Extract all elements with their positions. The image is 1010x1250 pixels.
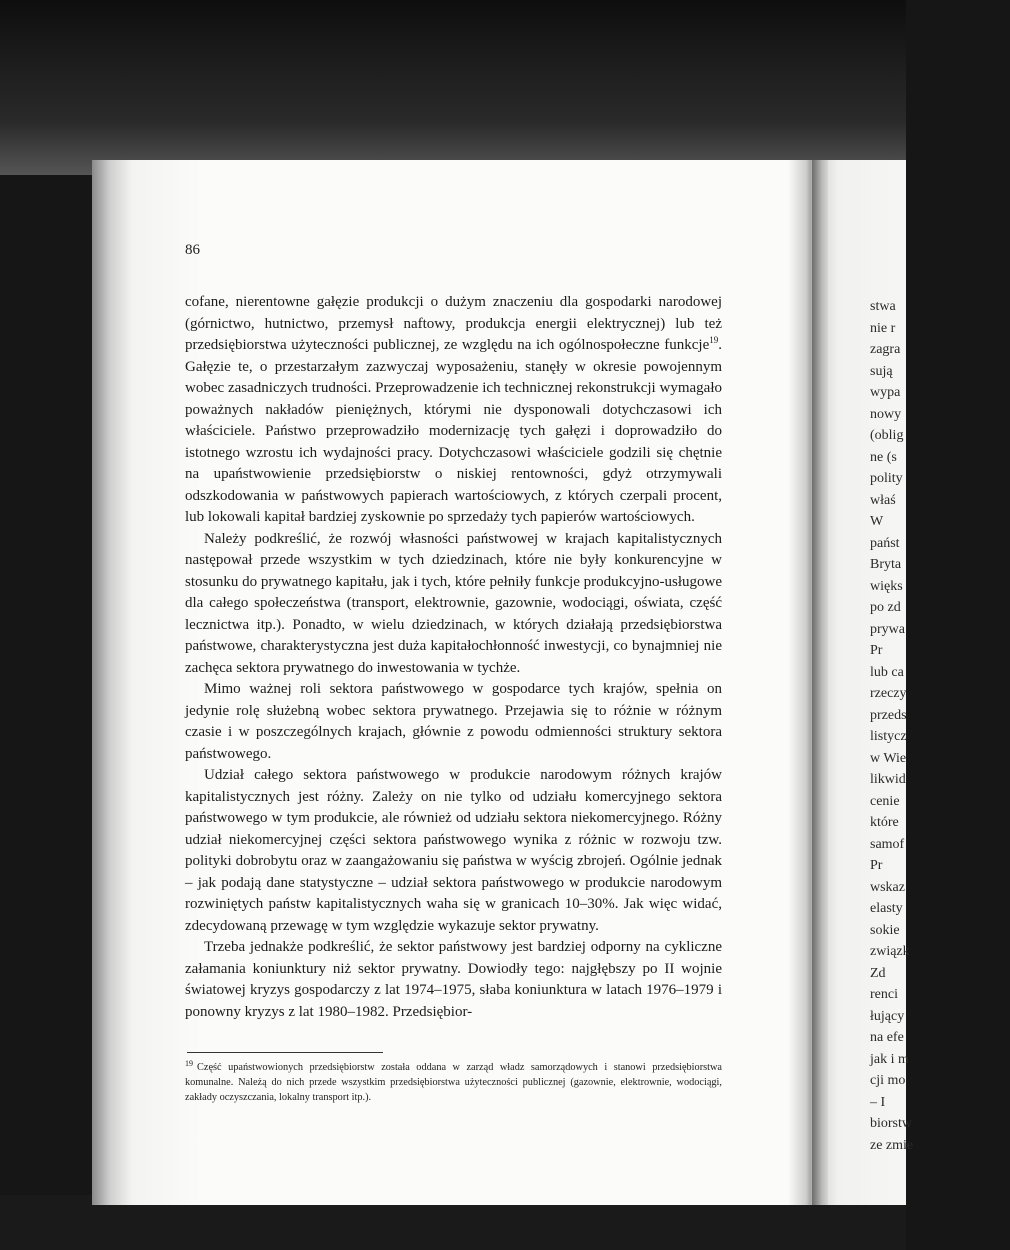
facing-page-line: wskaz <box>870 879 905 895</box>
paragraph-5: Trzeba jednakże podkreślić, że sektor państwowy jest bardziej odporny na cykliczne załamania koniunktury niż sektor prywatny. Dowiodły tego: najgłębszy po II wojnie światowej kryzys gospodarczy z lat 1974–1975, słaba koniunktura w latach 1976–1979 i ponowny kryzys z lat 1980–1982. Przedsiębior- <box>185 939 722 1020</box>
facing-page-line: renci <box>870 987 898 1002</box>
facing-page-line: jak i m <box>870 1051 909 1067</box>
facing-page-line: zagra <box>870 342 901 357</box>
facing-page-line: W <box>870 514 884 529</box>
facing-page-line: nie r <box>870 320 896 336</box>
footnote-reference: 19 <box>709 335 719 345</box>
footnote-number: 19 <box>185 1058 193 1068</box>
page-number: 86 <box>185 242 200 258</box>
facing-page-line: po zd <box>870 600 901 615</box>
facing-page-line: Pr <box>870 858 883 873</box>
facing-page-line: Bryta <box>870 557 902 572</box>
facing-page-line: które <box>870 815 899 830</box>
facing-page-line: ne (s <box>870 449 897 465</box>
facing-page-line: – I <box>870 1094 886 1110</box>
facing-page-line: związk <box>870 944 910 959</box>
facing-page-line: wypa <box>870 385 901 400</box>
facing-page-line: w Wie <box>870 750 907 766</box>
facing-page-line: stwa <box>870 299 896 314</box>
paragraph-1: cofane, nierentowne gałęzie produkcji o dużym znaczeniu dla gospodarki narodowej (górnictwo, hutnictwo, przemysł naftowy, produkcja energii elektrycznej) lub też przedsiębiorstwa użyteczności publicznej, ze względu na ich ogólnospołeczne funkcje$^{19}$. Gałęzie te, o przestarzałym zazwyczaj wyposażeniu, stanęły w okresie powojennym wobec zasadniczych trudności. Przeprowadzenie ich technicznej rekonstrukcji wymagało poważnych nakładów pieniężnych, którymi nie dysponowali dotychczasowi ich właściciele. Państwo przeprowadziło modernizację tych gałęzi i doprowadziło do istotnego wzrostu ich wydajności pracy. Dotychczasowi właściciele godzili się chętnie na upaństwowienie przedsiębiorstw o niskiej rentowności, gdyż otrzymywali odszkodowania w państwowych papierach wartościowych, z których czerpali procent, lub lokowali kapitał bardziej zyskownie po sprzedaży tych papierów wartościowych. <box>185 294 722 525</box>
facing-page-line: samof <box>870 836 905 852</box>
facing-page-line: cenie <box>870 793 900 809</box>
facing-page-line: sują <box>870 363 893 379</box>
facing-page-line: cji mo <box>870 1073 906 1088</box>
footnote-text: Część upaństwowionych przedsiębiorstw została oddana w zarząd władz samorządowych i stanowi przedsiębiorstwa komunalne. Należą do nich przede wszystkim przedsiębiorstwa użyteczności publicznej (gazownie, elektrownie, wodociągi, zakłady oczyszczania, lokalny transport itp.). <box>185 1062 722 1103</box>
facing-page-text <box>870 296 1010 1156</box>
paragraph-4: Udział całego sektora państwowego w produkcie narodowym różnych krajów kapitalistycznych jest różny. Zależy on nie tylko od udziału komercyjnego sektora państwowego w tym produkcie, ale również od udziału sektora niekomercyjnego. Różny udział niekomercyjnej części sektora państwowego wynika z różnic w rozwoju tzw. polityki dobrobytu oraz w zaangażowaniu się państwa w wyścig zbrojeń. Ogólnie jednak – jak podają dane statystyczne – udział sektora państwowego w produkcie narodowym rozwiniętych państw kapitalistycznych waha się w granicach 10–30%. Jak więc widać, zdecydowaną przewagę w tym względzie wykazuje sektor prywatny. <box>185 767 722 934</box>
facing-page-line: Zd <box>870 965 886 981</box>
paragraph-2: Należy podkreślić, że rozwój własności państwowej w krajach kapitalistycznych następował przede wszystkim w tych dziedzinach, które nie były konkurencyjne w stosunku do prywatnego kapitału, jak i tych, które pełniły funkcje produkcyjno-usługowe dla całego społeczeństwa (transport, elektrownie, gazownie, wodociągi, oświata, część lecznictwa itp.). Ponadto, w wielu dziedzinach, w których działają przedsiębiorstwa państwowe, charakterystyczna jest duża kapitałochłonność inwestycji, co bynajmniej nie zachęca sektora prywatnego do inwestowania w tychże. <box>185 530 722 676</box>
facing-page-line: listycz <box>870 729 907 744</box>
paragraph-3: Mimo ważnej roli sektora państwowego w gospodarce tych krajów, spełnia on jedynie rolę służebną wobec sektora prywatnego. Przejawia się to różnie w różnym czasie i w poszczególnych krajach, głównie z powodu odmienności struktury sektora państwowego. <box>185 681 722 762</box>
body-text <box>185 292 722 1023</box>
facing-page-line: Pr <box>870 643 883 658</box>
footnote <box>185 1060 722 1105</box>
facing-page-line: właś <box>870 492 896 508</box>
facing-page-line: elasty <box>870 901 903 916</box>
facing-page-line: lub ca <box>870 664 904 680</box>
footnote-separator <box>187 1052 383 1053</box>
facing-page-line: biorstw <box>870 1116 912 1131</box>
facing-page-line: państ <box>870 535 900 551</box>
facing-page-line: rzeczy <box>870 686 907 701</box>
facing-page-line: (oblig <box>870 428 904 443</box>
facing-page-line: ze zmie <box>870 1137 914 1153</box>
facing-page-line: nowy <box>870 406 902 422</box>
facing-page-line: więks <box>870 578 903 594</box>
book-gutter-shadow <box>788 160 828 1205</box>
facing-page-line: polity <box>870 471 903 486</box>
facing-page-line: przeds <box>870 707 907 723</box>
facing-page-line: łujący <box>870 1008 905 1024</box>
facing-page-line: prywa <box>870 621 905 637</box>
facing-page-line: sokie <box>870 922 900 938</box>
facing-page-line: na efe <box>870 1030 904 1045</box>
scan-background-top <box>0 0 906 175</box>
facing-page-line: likwid <box>870 772 906 787</box>
